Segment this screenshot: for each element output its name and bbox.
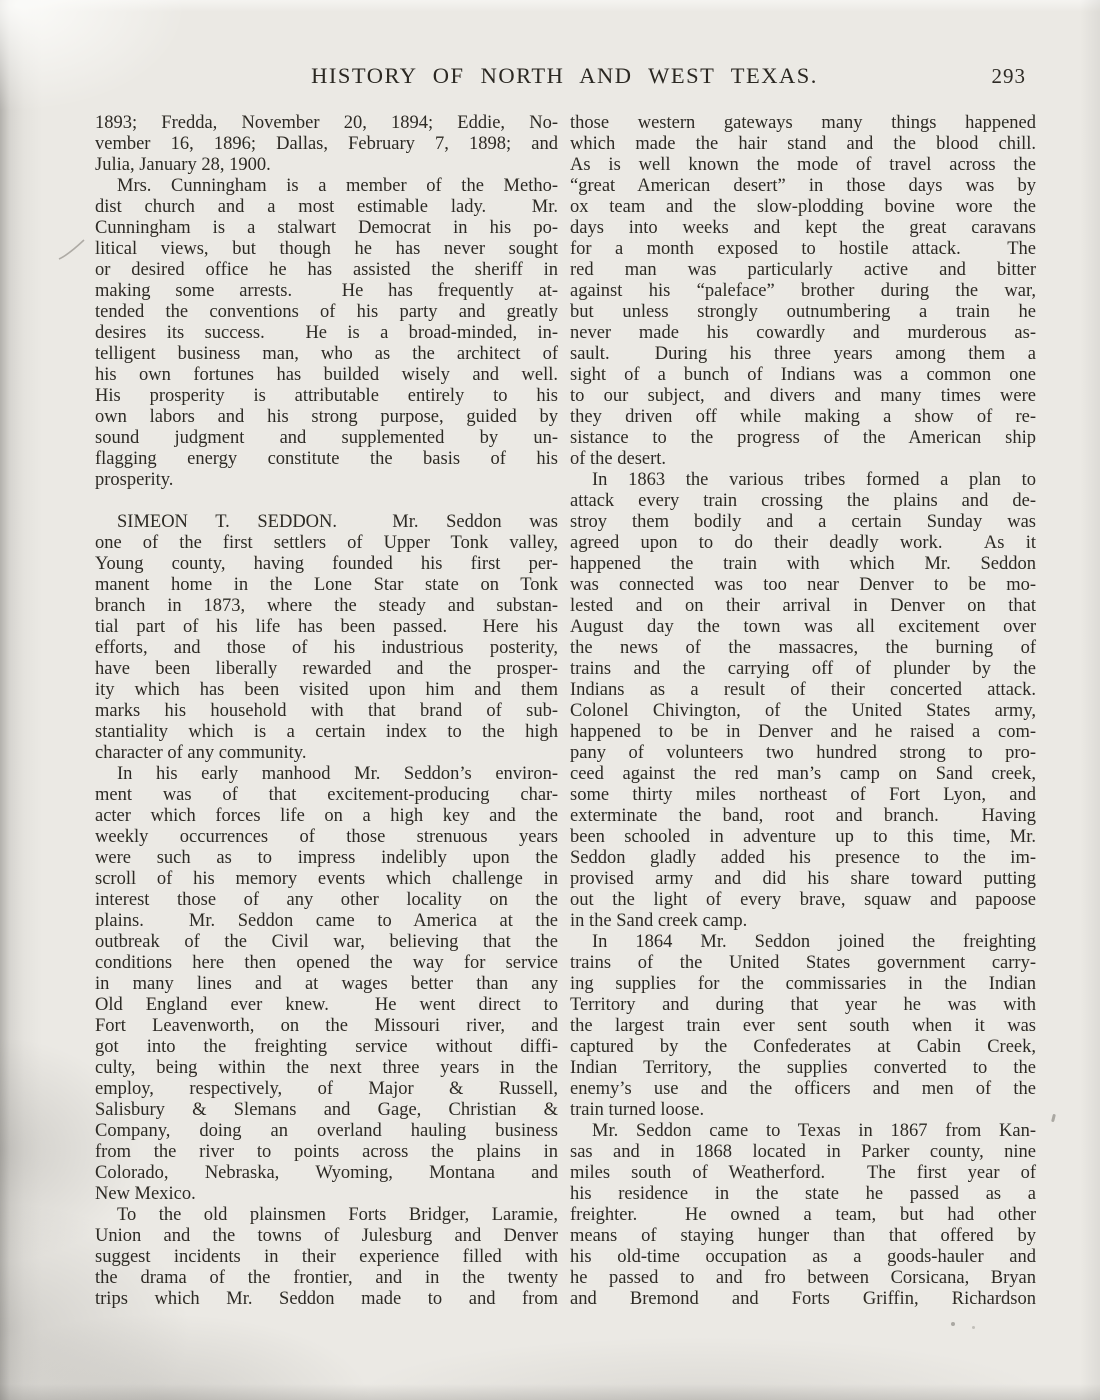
text-line: flagging energy constitute the basis of his: [95, 449, 558, 469]
paragraph: [95, 113, 558, 176]
page-number: 293: [991, 64, 1026, 88]
text-line: train turned loose.: [570, 1100, 705, 1120]
text-line: culty, being within the next three years in the: [95, 1058, 558, 1078]
text-line: scroll of his memory events which challenge in: [95, 869, 558, 889]
text-line: happened to be in Denver and he raised a com-: [570, 722, 1036, 742]
text-line: for a month exposed to hostile attack. The: [570, 239, 1036, 259]
text-line: As is well known the mode of travel across the: [570, 155, 1036, 175]
text-line: marks his household with that brand of sub-: [95, 701, 558, 721]
text-line: acter which forces life on a high key and the: [95, 806, 558, 826]
text-line: New Mexico.: [95, 1184, 196, 1204]
text-line: trips which Mr. Seddon made to and from: [95, 1289, 558, 1309]
text-line: been schooled in adventure up to this time, Mr.: [570, 827, 1036, 847]
text-line: Union and the towns of Julesburg and Denver: [95, 1226, 558, 1246]
text-line: ment was of that excitement-producing char-: [95, 785, 558, 805]
text-line: Colorado, Nebraska, Wyoming, Montana and: [95, 1163, 558, 1183]
text-line: to our subject, and divers and many times were: [570, 386, 1036, 406]
paragraph: [95, 176, 558, 491]
text-line: In his early manhood Mr. Seddon’s environ-: [117, 764, 558, 784]
text-line: Young county, having founded his first per-: [95, 554, 558, 574]
text-line: branch in 1873, where the steady and substan-: [95, 596, 558, 616]
text-line: telligent business man, who as the architect of: [95, 344, 558, 364]
text-line: conditions here then opened the way for service: [95, 953, 558, 973]
text-line: got into the freighting service without diffi-: [95, 1037, 558, 1057]
text-line: attack every train crossing the plains and de-: [570, 491, 1036, 511]
paragraph: [570, 470, 1036, 932]
text-line: out the light of every brave, squaw and papoose: [570, 890, 1036, 910]
text-line: employ, respectively, of Major & Russell,: [95, 1079, 558, 1099]
text-line: plains. Mr. Seddon came to America at the: [95, 911, 558, 931]
text-line: weekly occurrences of those strenuous years: [95, 827, 558, 847]
text-line: enemy’s use and the officers and men of the: [570, 1079, 1036, 1099]
text-line: against his “paleface” brother during the war,: [570, 281, 1036, 301]
text-line: Company, doing an overland hauling business: [95, 1121, 558, 1141]
ink-speck: [972, 1326, 975, 1329]
text-line: ceed against the red man’s camp on Sand creek,: [570, 764, 1036, 784]
paragraph: [95, 764, 558, 1205]
paragraph: [570, 1121, 1036, 1310]
text-line: agreed upon to do their deadly work. As it: [570, 533, 1036, 553]
text-line: Salisbury & Slemans and Gage, Christian &: [95, 1100, 558, 1120]
pencil-mark: [58, 238, 86, 262]
text-line: outbreak of the Civil war, believing that the: [95, 932, 558, 952]
text-line: manent home in the Lone Star state on Tonk: [95, 575, 558, 595]
text-line: stantiality which is a certain index to the high: [95, 722, 558, 742]
text-line: they driven off while making a show of re-: [570, 407, 1036, 427]
text-line: the largest train ever sent south when it was: [570, 1016, 1036, 1036]
text-line: pany of volunteers two hundred strong to pro-: [570, 743, 1036, 763]
right-column: [570, 113, 1036, 1310]
text-line: suggest incidents in their experience filled with: [95, 1247, 558, 1267]
text-line: interest those of any other locality on the: [95, 890, 558, 910]
text-line: Mrs. Cunningham is a member of the Metho-: [117, 176, 558, 196]
text-line: of the desert.: [570, 449, 667, 469]
text-line: “great American desert” in those days was by: [570, 176, 1036, 196]
text-line: desires its success. He is a broad-minded, in-: [95, 323, 558, 343]
text-line: making some arrests. He has frequently at-: [95, 281, 558, 301]
text-line: Seddon gladly added his presence to the im-: [570, 848, 1036, 868]
paragraph: [570, 932, 1036, 1121]
paragraph: [570, 113, 1036, 470]
text-line: captured by the Confederates at Cabin Creek,: [570, 1037, 1036, 1057]
text-line: and Bremond and Forts Griffin, Richardson: [570, 1289, 1036, 1309]
text-line: Indians as a result of their concerted attack.: [570, 680, 1036, 700]
text-columns: [95, 113, 1036, 1310]
text-line: ox team and the slow-plodding bovine wore the: [570, 197, 1036, 217]
text-line: stroy them bodily and a certain Sunday was: [570, 512, 1036, 532]
text-line: vember 16, 1896; Dallas, February 7, 1898; and: [95, 134, 558, 154]
text-line: were such as to impress indelibly upon the: [95, 848, 558, 868]
text-line: or desired office he has assisted the sheriff in: [95, 260, 558, 280]
text-line: Indian Territory, the supplies converted to the: [570, 1058, 1036, 1078]
text-line: Colonel Chivington, of the United States army,: [570, 701, 1036, 721]
text-line: Old England ever knew. He went direct to: [95, 995, 558, 1015]
text-line: the news of the massacres, the burning of: [570, 638, 1036, 658]
text-line: his residence in the state he passed as a: [570, 1184, 1036, 1204]
text-line: trains and the carrying off of plunder by the: [570, 659, 1036, 679]
ink-speck: [951, 1322, 955, 1326]
text-line: freighter. He owned a team, but had other: [570, 1205, 1036, 1225]
text-line: the drama of the frontier, and in the twenty: [95, 1268, 558, 1288]
text-line: character of any community.: [95, 743, 307, 763]
text-line: To the old plainsmen Forts Bridger, Laramie,: [117, 1205, 558, 1225]
text-line: SIMEON T. SEDDON. Mr. Seddon was: [117, 512, 558, 532]
text-line: in many lines and at wages better than any: [95, 974, 558, 994]
text-line: Cunningham is a stalwart Democrat in his po-: [95, 218, 558, 238]
text-line: those western gateways many things happened: [570, 113, 1036, 133]
text-line: trains of the United States government carry-: [570, 953, 1036, 973]
text-line: red man was particularly active and bitter: [570, 260, 1036, 280]
text-line: which made the hair stand and the blood chill.: [570, 134, 1036, 154]
text-line: exterminate the band, root and branch. Having: [570, 806, 1036, 826]
text-line: his own fortunes has builded wisely and well.: [95, 365, 558, 385]
left-column: [95, 113, 558, 1310]
text-line: ity which has been visited upon him and them: [95, 680, 558, 700]
text-line: In 1864 Mr. Seddon joined the freighting: [592, 932, 1036, 952]
text-line: sistance to the progress of the American ship: [570, 428, 1036, 448]
text-line: from the river to points across the plains in: [95, 1142, 558, 1162]
text-line: but unless strongly outnumbering a train he: [570, 302, 1036, 322]
text-line: own labors and his strong purpose, guided by: [95, 407, 558, 427]
text-line: his old-time occupation as a goods-hauler and: [570, 1247, 1036, 1267]
text-line: ing supplies for the commissaries in the Indian: [570, 974, 1036, 994]
text-line: In 1863 the various tribes formed a plan to: [592, 470, 1036, 490]
text-line: Julia, January 28, 1900.: [95, 155, 271, 175]
text-line: litical views, but though he has never sought: [95, 239, 558, 259]
text-line: sas and in 1868 located in Parker county, nine: [570, 1142, 1036, 1162]
text-line: in the Sand creek camp.: [570, 911, 748, 931]
text-line: Territory and during that year he was with: [570, 995, 1036, 1015]
ink-speck: [1051, 1114, 1056, 1122]
text-line: provised army and did his share toward putting: [570, 869, 1036, 889]
text-line: some thirty miles northeast of Fort Lyon, and: [570, 785, 1036, 805]
text-line: efforts, and those of his industrious posterity,: [95, 638, 558, 658]
text-line: tended the conventions of his party and greatly: [95, 302, 558, 322]
text-line: days into weeks and kept the great caravans: [570, 218, 1036, 238]
text-line: he passed to and fro between Corsicana, Bryan: [570, 1268, 1036, 1288]
paragraph: [95, 512, 558, 764]
text-line: 1893; Fredda, November 20, 1894; Eddie, No-: [95, 113, 558, 133]
running-header-title: HISTORY OF NORTH AND WEST TEXAS.: [311, 63, 818, 88]
text-line: never made his cowardly and murderous as-: [570, 323, 1036, 343]
text-line: happened the train with which Mr. Seddon: [570, 554, 1036, 574]
text-line: dist church and a most estimable lady. Mr.: [95, 197, 558, 217]
text-line: miles south of Weatherford. The first year of: [570, 1163, 1036, 1183]
text-line: was connected was too near Denver to be mo-: [570, 575, 1036, 595]
text-line: His prosperity is attributable entirely to his: [95, 386, 558, 406]
text-line: means of staying hunger than that offered by: [570, 1226, 1036, 1246]
text-line: tial part of his life has been passed. Here his: [95, 617, 558, 637]
text-line: lested and on their arrival in Denver on that: [570, 596, 1036, 616]
text-line: prosperity.: [95, 470, 174, 490]
paragraph: [95, 1205, 558, 1310]
text-line: one of the first settlers of Upper Tonk valley,: [95, 533, 558, 553]
text-line: have been liberally rewarded and the prosper-: [95, 659, 558, 679]
text-line: Fort Leavenworth, on the Missouri river, and: [95, 1016, 558, 1036]
text-line: Mr. Seddon came to Texas in 1867 from Kan-: [592, 1121, 1036, 1141]
text-line: sault. During his three years among them a: [570, 344, 1036, 364]
text-line: sound judgment and supplemented by un-: [95, 428, 558, 448]
text-line: August day the town was all excitement over: [570, 617, 1036, 637]
text-line: sight of a bunch of Indians was a common one: [570, 365, 1036, 385]
